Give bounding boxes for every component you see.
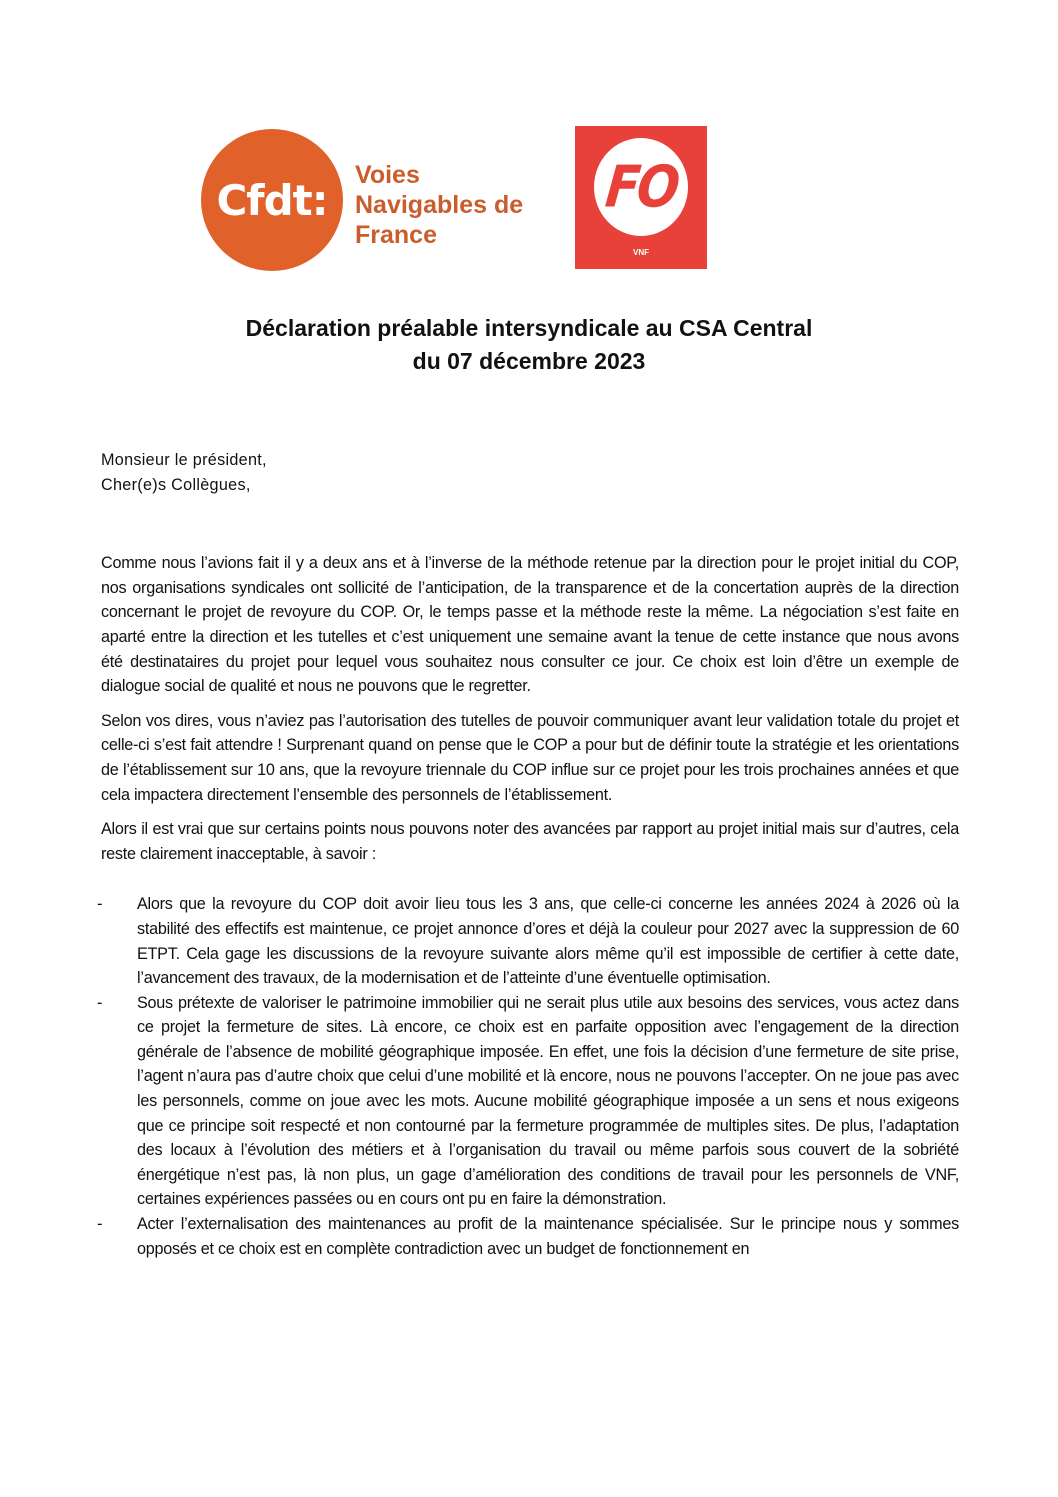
title-line-1: Déclaration préalable intersyndicale au CSA Central (245, 315, 813, 341)
cfdt-logo-line: France (355, 221, 437, 249)
bullet-dash: - (97, 993, 103, 1012)
fo-logo-circle (594, 138, 688, 236)
document-title (0, 312, 1058, 378)
cfdt-logo (201, 129, 343, 271)
list-item-text: Alors que la revoyure du COP doit avoir lieu tous les 3 ans, que celle-ci concerne les années 2024 à 2026 où la stabilité des effectifs est maintenue, ce projet annonce d’ores et déjà la couleur pour 2027 avec la suppression de 60 ETPT. Cela gage les discussions de la revoyure suivante alors même qu’il est impossible de certifier à cette date, l’avancement des travaux, de la modernisation et de l’atteinte d’une éventuelle optimisation. (137, 895, 959, 988)
greeting (101, 448, 959, 497)
list-item-text: Sous prétexte de valoriser le patrimoine immobilier qui ne serait plus utile aux besoins des services, vous actez dans ce projet la fermeture de sites. Là encore, ce choix est en parfaite opposition avec l’engagement de la direction générale de l’absence de mobilité géographique imposée. En effet, une fois la décision d’une fermeture de site prise, l’agent n’aura pas d’autre choix que celui d’une mobilité et là encore, nous ne pouvons l’accepter. On ne joue pas avec les personnels, comme on joue avec les mots. Aucune mobilité géographique imposée a un sens et nous exigeons que ce principe soit respecté et non contourné par la fermeture programmée de multiples sites. De plus, l’adaptation des locaux à l’évolution des métiers et à l’organisation du travail ou même parfois sous couvert de la sobriété énergétique n’est pas, là non plus, un gage d’amélioration des conditions de travail pour les personnels de VNF, certaines expériences passées ou en cours ont pu en faire la démonstration. (137, 993, 959, 1209)
greeting-line-2: Cher(e)s Collègues, (101, 475, 251, 494)
fo-logo-subtitle: VNF (633, 248, 649, 257)
cfdt-logo-line: Navigables de (355, 191, 524, 219)
bullet-list (97, 892, 959, 1261)
paragraph: Alors il est vrai que sur certains points nous pouvons noter des avancées par rapport au projet initial mais sur d’autres, cela reste clairement inacceptable, à savoir : (101, 820, 959, 863)
paragraph: Selon vos dires, vous n’aviez pas l’autorisation des tutelles de pouvoir communiquer avant leur validation totale du projet et celle-ci s’est fait attendre ! Surprenant quand on pense que le COP a pour but de définir toute la stratégie et les orientations de l’établissement sur 10 ans, que la revoyure triennale du COP influe sur ce projet pour les trois prochaines années et que cela impactera directement l’ensemble des personnels de l’établissement. (101, 711, 959, 804)
bullet-dash: - (97, 1215, 103, 1234)
fo-logo-mark: FO (602, 153, 680, 221)
cfdt-logo-mark: Cfdt: (216, 175, 328, 225)
document-body (97, 448, 959, 1261)
list-item (97, 892, 959, 990)
list-item (97, 991, 959, 1212)
list-item-text: Acter l’externalisation des maintenances au profit de la maintenance spécialisée. Sur le principe nous y sommes opposés et ce choix est en complète contradiction avec un budget de fonctionnement en (137, 1215, 959, 1258)
list-item (97, 1212, 959, 1261)
bullet-dash: - (97, 895, 103, 914)
header-logos (0, 0, 1058, 300)
greeting-line-1: Monsieur le président, (101, 451, 267, 469)
cfdt-logo-text (355, 160, 523, 250)
cfdt-logo-line: Voies (355, 161, 420, 189)
paragraph: Comme nous l’avions fait il y a deux ans et à l’inverse de la méthode retenue par la direction pour le projet initial du COP, nos organisations syndicales ont sollicité de l’anticipation, de la transparence et de la concertation auprès de la direction concernant le projet de revoyure du COP. Or, le temps passe et la méthode reste la même. La négociation s’est faite en aparté entre la direction et les tutelles et c’est uniquement une semaine avant la tenue de cette instance que nous avons été destinataires du projet pour lequel vous souhaitez nous consulter ce jour. Ce choix est loin d’être un exemple de dialogue social de qualité et nous ne pouvons que le regretter. (101, 554, 959, 696)
fo-logo (575, 126, 707, 269)
title-line-2: du 07 décembre 2023 (412, 348, 646, 374)
